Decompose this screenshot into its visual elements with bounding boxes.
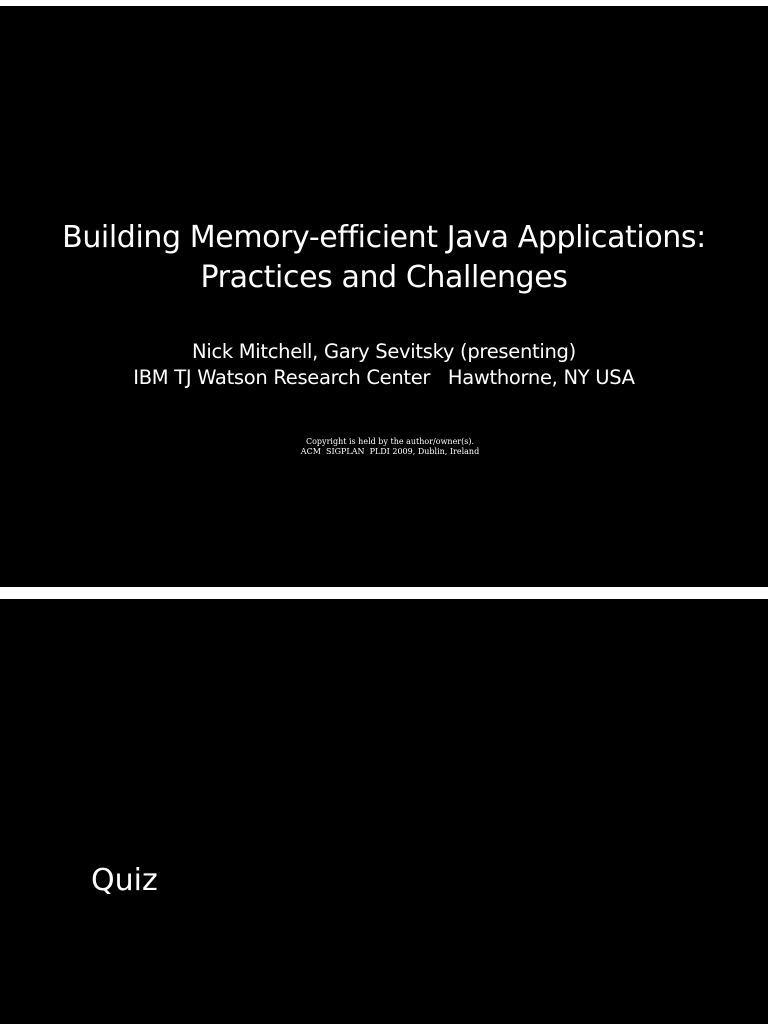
slide-title-line: Practices and Challenges <box>200 260 568 295</box>
quiz-slide <box>0 599 768 1024</box>
copyright-notice: Copyright is held by the author/owner(s). <box>305 437 475 446</box>
conference-notice: ACM SIGPLAN PLDI 2009, Dublin, Ireland <box>300 447 480 456</box>
title-slide <box>0 6 768 587</box>
slide-title-line: Building Memory-efficient Java Applications: <box>62 220 706 255</box>
slide-title: Quiz <box>91 863 158 898</box>
authors-text: Nick Mitchell, Gary Sevitsky (presenting) <box>192 340 576 363</box>
affiliation-text: IBM TJ Watson Research Center Hawthorne, NY USA <box>133 366 635 389</box>
